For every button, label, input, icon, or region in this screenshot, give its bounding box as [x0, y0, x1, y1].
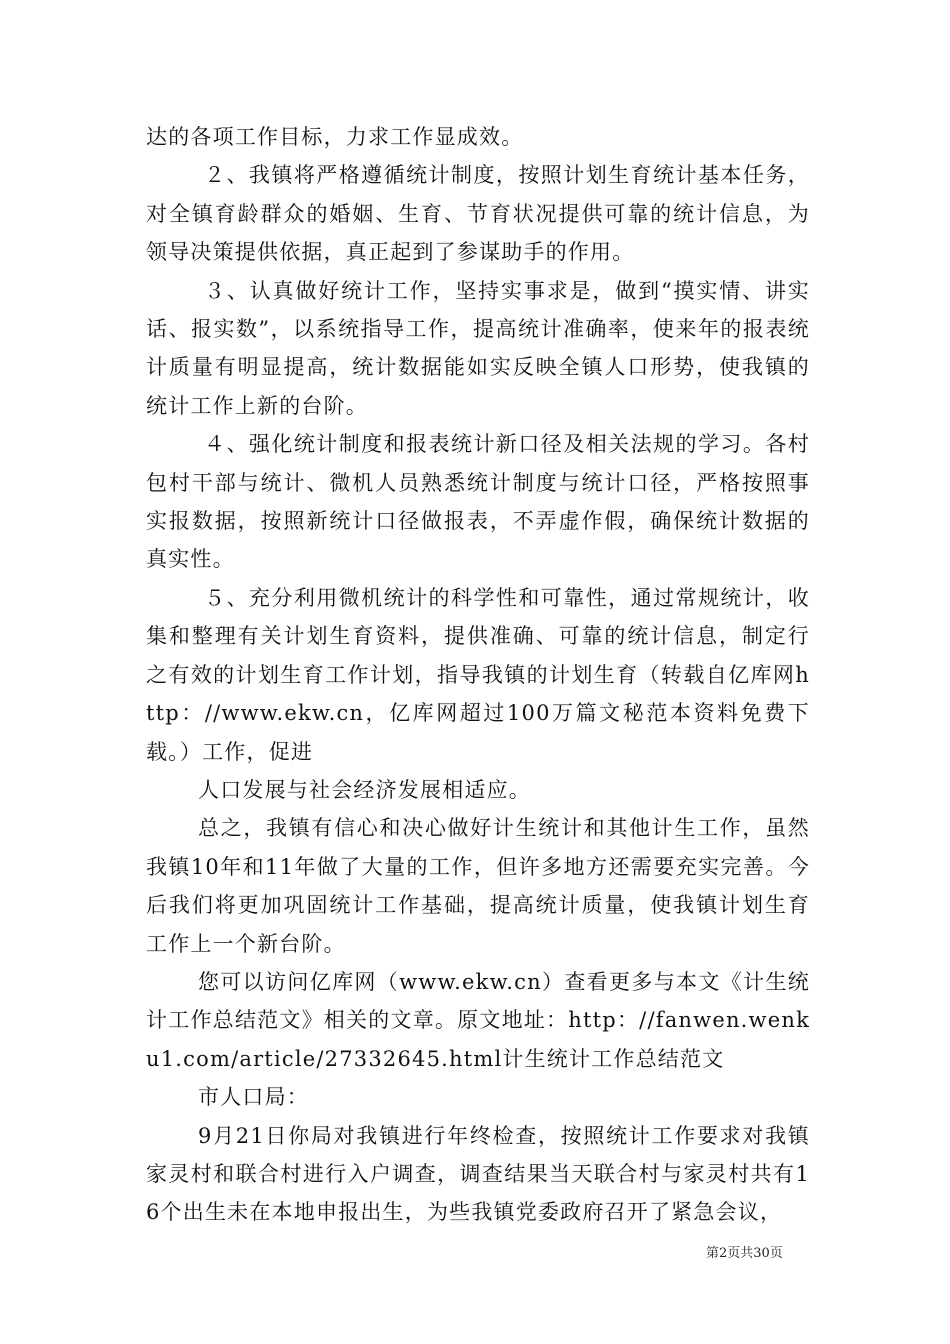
paragraph-item-5: ５、充分利用微机统计的科学性和可靠性，通过常规统计，收集和整理有关计划生育资料，提供准确、可靠的统计信息，制定行之有效的计划生育工作计划，指导我镇的计划生育（转载自亿库网http：//www.ekw.cn，亿库网超过100万篇文秘范本资料免费下载。）工作，促进 — [146, 585, 810, 764]
paragraph-summary: 总之，我镇有信心和决心做好计生统计和其他计生工作，虽然我镇10年和11年做了大量的工作，但许多地方还需要充实完善。今后我们将更加巩固统计工作基础，提高统计质量，使我镇计划生育工作上一个新台阶。 — [146, 816, 810, 956]
document-body — [146, 118, 810, 1232]
paragraph-item-2: ２、我镇将严格遵循统计制度，按照计划生育统计基本任务，对全镇育龄群众的婚姻、生育、节育状况提供可靠的统计信息，为领导决策提供依据，真正起到了参谋助手的作用。 — [146, 163, 810, 265]
paragraph-population: 人口发展与社会经济发展相适应。 — [198, 777, 531, 802]
paragraph-inspection: 9月21日你局对我镇进行年终检查，按照统计工作要求对我镇家灵村和联合村进行入户调查，调查结果当天联合村与家灵村共有16个出生未在本地申报出生，为些我镇党委政府召开了紧急会议， — [146, 1123, 810, 1225]
paragraph-item-4: ４、强化统计制度和报表统计新口径及相关法规的学习。各村包村干部与统计、微机人员熟悉统计制度与统计口径，严格按照事实报数据，按照新统计口径做报表，不弄虚作假，确保统计数据的真实性。 — [146, 432, 810, 572]
paragraph-salutation: 市人口局： — [198, 1085, 309, 1110]
page-number: 第2页共30页 — [706, 1246, 783, 1261]
paragraph-source-link: 您可以访问亿库网（www.ekw.cn）查看更多与本文《计生统计工作总结范文》相关的文章。原文地址：http：//fanwen.wenku1.com/article/27332645.html计生统计工作总结范文 — [146, 969, 810, 1071]
paragraph-item-3: ３、认真做好统计工作，坚持实事求是，做到“摸实情、讲实话、报实数”，以系统指导工作，提高统计准确率，使来年的报表统计质量有明显提高，统计数据能如实反映全镇人口形势，使我镇的统计工作上新的台阶。 — [146, 278, 810, 418]
paragraph-continuation: 达的各项工作目标，力求工作显成效。 — [146, 125, 524, 149]
